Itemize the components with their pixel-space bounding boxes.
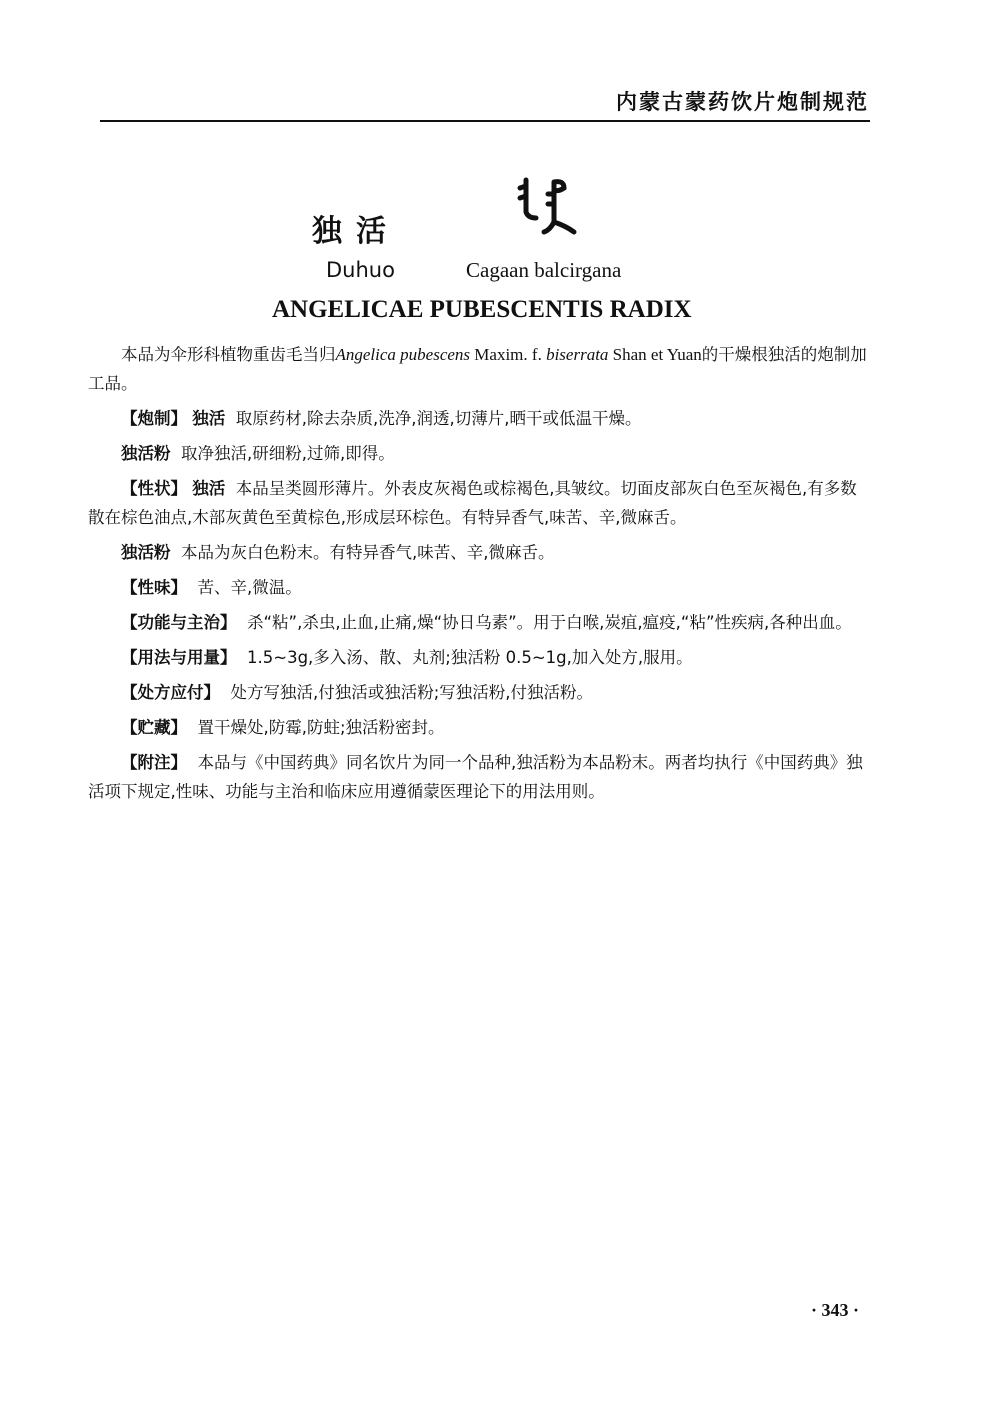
- section-sublabel: 独活: [192, 479, 226, 498]
- section-label: 【附注】: [121, 753, 187, 772]
- section-label: 【贮藏】: [121, 718, 187, 737]
- section-text: 1.5~3g,多入汤、散、丸剂;独活粉 0.5~1g,加入处方,服用。: [247, 648, 693, 667]
- entry-latin-name: ANGELICAE PUBESCENTIS RADIX: [272, 296, 692, 323]
- section-label: 独活粉: [121, 444, 171, 463]
- section-text: 本品与《中国药典》同名饮片为同一个品种,独活粉为本品粉末。两者均执行《中国药典》独活项下规定,性味、功能与主治和临床应用遵循蒙医理论下的用法用则。: [88, 753, 863, 801]
- species-name: Angelica pubescens: [335, 345, 471, 364]
- section-text: 本品为灰白色粉末。有特异香气,味苦、辛,微麻舌。: [181, 543, 555, 562]
- page-number: · 343 ·: [810, 1300, 859, 1320]
- section-label: 【处方应付】: [121, 683, 220, 702]
- intro-text: 本品为伞形科植物重齿毛当归: [121, 345, 336, 364]
- monograph-body: [88, 340, 872, 812]
- entry-title-chinese: 独活: [312, 214, 400, 249]
- mongolian-script-glyph: [510, 172, 582, 244]
- variety-name: biserrata: [546, 345, 609, 364]
- section-text: 杀“粘”,杀虫,止血,止痛,燥“协日乌素”。用于白喉,炭疽,瘟疫,“粘”性疾病,各种出血。: [247, 613, 852, 632]
- section-text: 苦、辛,微温。: [197, 578, 302, 597]
- section-dosage: [88, 643, 872, 672]
- section-label: 【性状】: [121, 479, 187, 498]
- section-text: 取原药材,除去杂质,洗净,润透,切薄片,晒干或低温干燥。: [235, 409, 642, 428]
- section-label: 【炮制】: [121, 409, 187, 428]
- section-functions: [88, 608, 872, 637]
- section-label: 【功能与主治】: [121, 613, 237, 632]
- section-label: 【性味】: [121, 578, 187, 597]
- intro-paragraph: [88, 340, 872, 398]
- section-text: 处方写独活,付独活或独活粉;写独活粉,付独活粉。: [230, 683, 594, 702]
- section-label: 【用法与用量】: [121, 648, 237, 667]
- species-author: Maxim. f.: [470, 345, 547, 364]
- section-sublabel: 独活: [192, 409, 226, 428]
- intro-text-end: 的干燥根独活的炮制加工品。: [88, 345, 867, 393]
- entry-pinyin: Duhuo: [326, 258, 395, 282]
- section-taste: [88, 573, 872, 602]
- section-label: 独活粉: [121, 543, 171, 562]
- section-notes: [88, 748, 872, 806]
- header-rule: [100, 120, 870, 122]
- section-processing: [88, 404, 872, 433]
- section-characteristics-powder: [88, 538, 872, 567]
- section-prescription: [88, 678, 872, 707]
- section-characteristics: [88, 474, 872, 532]
- variety-author: Shan et Yuan: [608, 345, 702, 364]
- section-text: 本品呈类圆形薄片。外表皮灰褐色或棕褐色,具皱纹。切面皮部灰白色至灰褐色,有多数散在棕色油点,木部灰黄色至黄棕色,形成层环棕色。有特异香气,味苦、辛,微麻舌。: [88, 479, 857, 527]
- section-processing-powder: [88, 439, 872, 468]
- book-title: 内蒙古蒙药饮片炮制规范: [616, 90, 869, 114]
- section-text: 置干燥处,防霉,防蛀;独活粉密封。: [197, 718, 445, 737]
- entry-mongolian-latin: Cagaan balcirgana: [466, 258, 622, 282]
- section-text: 取净独活,研细粉,过筛,即得。: [181, 444, 395, 463]
- section-storage: [88, 713, 872, 742]
